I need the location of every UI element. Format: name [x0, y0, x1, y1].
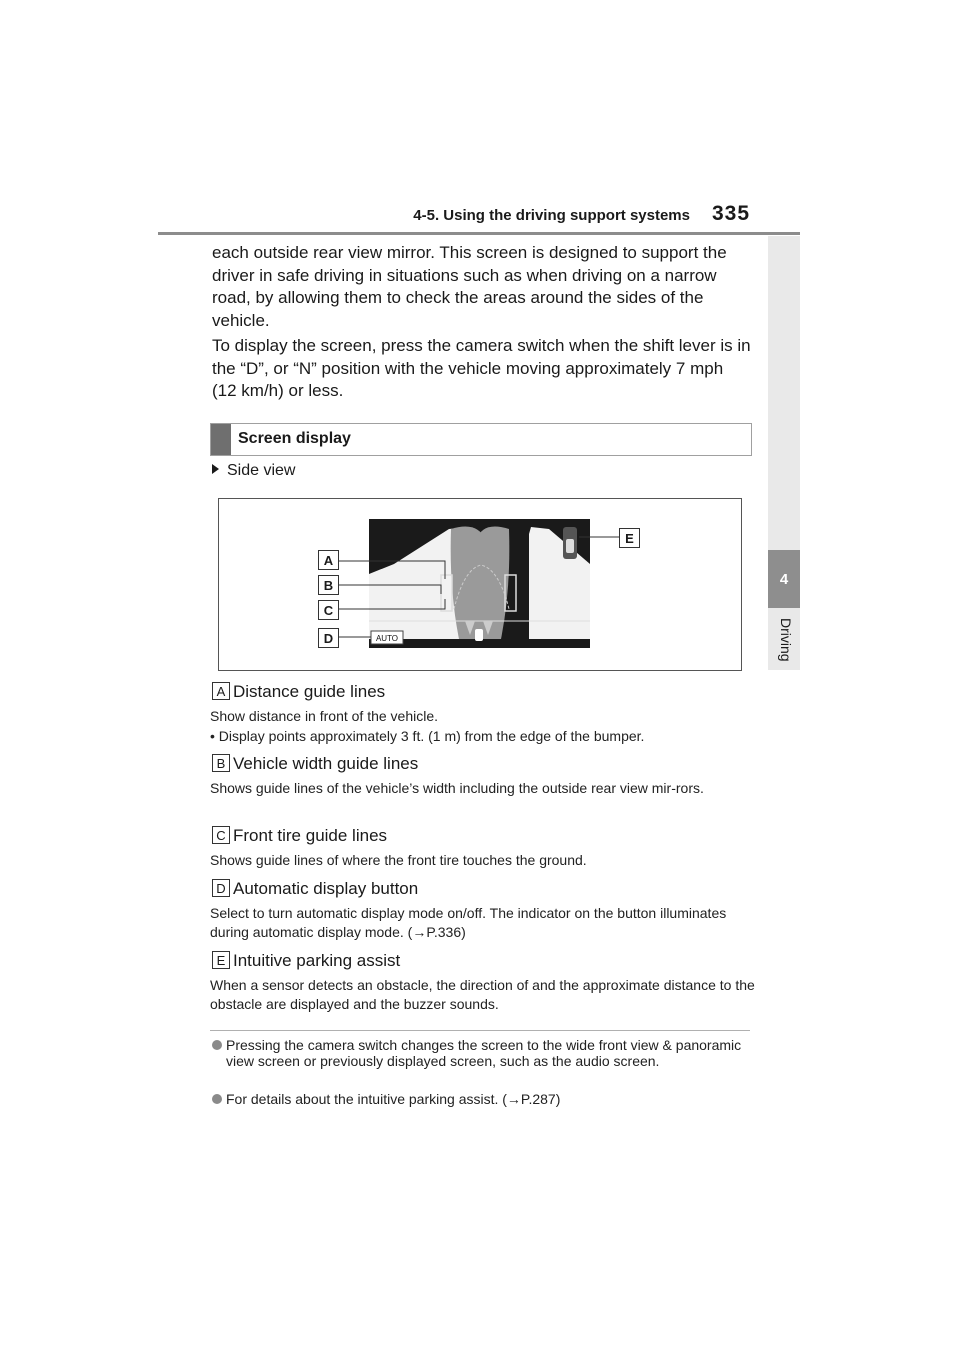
item-e-desc: When a sensor detects an obstacle, the direction of and the approximate distance to the obstacle are displayed and the buzzer sounds.	[210, 977, 755, 1012]
page-number: 335	[712, 202, 751, 225]
intro-paragraph: each outside rear view mirror. This screen is designed to support the driver in safe driving in situations such as when driving on a narrow road, by allowing them to check the areas around the sides of the vehicle.	[212, 243, 727, 330]
item-b-title: Vehicle width guide lines	[233, 754, 419, 773]
notes-divider	[210, 1030, 750, 1031]
side-view-figure	[218, 498, 742, 671]
item-a-desc: Show distance in front of the vehicle.	[210, 708, 439, 724]
auto-button-label: AUTO	[375, 634, 399, 643]
section-title: 4-5. Using the driving support systems	[413, 207, 690, 224]
item-c-title: Front tire guide lines	[233, 826, 388, 845]
subheading-text: Side view	[227, 462, 296, 479]
item-b-desc: Shows guide lines of the vehicle’s width including the outside rear view mir-rors.	[210, 780, 704, 796]
header-rule	[158, 232, 800, 235]
item-d-desc: Select to turn automatic display mode on/off. The indicator on the button illuminates during automatic display mode. (→P.336)	[210, 905, 727, 940]
chapter-label	[766, 618, 802, 678]
section-heading-text: Screen display	[238, 430, 351, 447]
chapter-number-tab: 4	[768, 550, 800, 608]
bullet-dot-icon	[212, 1040, 222, 1050]
item-e-label: E	[212, 951, 230, 969]
item-a-title: Distance guide lines	[233, 682, 386, 701]
triangle-bullet-icon	[212, 464, 219, 474]
callout-e: E	[619, 528, 640, 548]
instruction-paragraph: To display the screen, press the camera switch when the shift lever is in the “D”, or “N” position with the vehicle moving approximately 7 mph (12 km/h) or less.	[212, 336, 751, 400]
item-d-label: D	[212, 879, 230, 897]
subheading	[212, 462, 295, 480]
callout-a: A	[318, 550, 339, 570]
item-e-title: Intuitive parking assist	[233, 951, 401, 970]
item-a-label: A	[212, 682, 230, 700]
bullet-dot-icon	[212, 1094, 222, 1104]
camera-screen-illustration	[219, 499, 741, 670]
side-tab-bar-top	[768, 236, 800, 550]
item-d-title: Automatic display button	[233, 879, 419, 898]
item-b-label: B	[212, 754, 230, 772]
section-heading	[210, 423, 752, 456]
car-marker-icon	[475, 629, 483, 641]
chapter-label-text: Driving	[778, 618, 794, 662]
item-c-label: C	[212, 826, 230, 844]
callout-c: C	[318, 600, 339, 620]
item-a-note: • Display points approximately 3 ft. (1 m) from the edge of the bumper.	[210, 728, 645, 744]
item-c-desc: Shows guide lines of where the front tire touches the ground.	[210, 852, 587, 868]
parking-assist-car-icon	[566, 539, 574, 553]
callout-b: B	[318, 575, 339, 595]
note-1-text: Pressing the camera switch changes the screen to the wide front view & panoramic view screen or previously displayed screen, such as the audio screen.	[226, 1037, 742, 1069]
note-2	[212, 1091, 766, 1107]
note-1	[212, 1037, 766, 1069]
note-2-text: For details about the intuitive parking assist. (→P.287)	[226, 1091, 561, 1107]
heading-block	[211, 424, 231, 455]
callout-d: D	[318, 628, 339, 648]
